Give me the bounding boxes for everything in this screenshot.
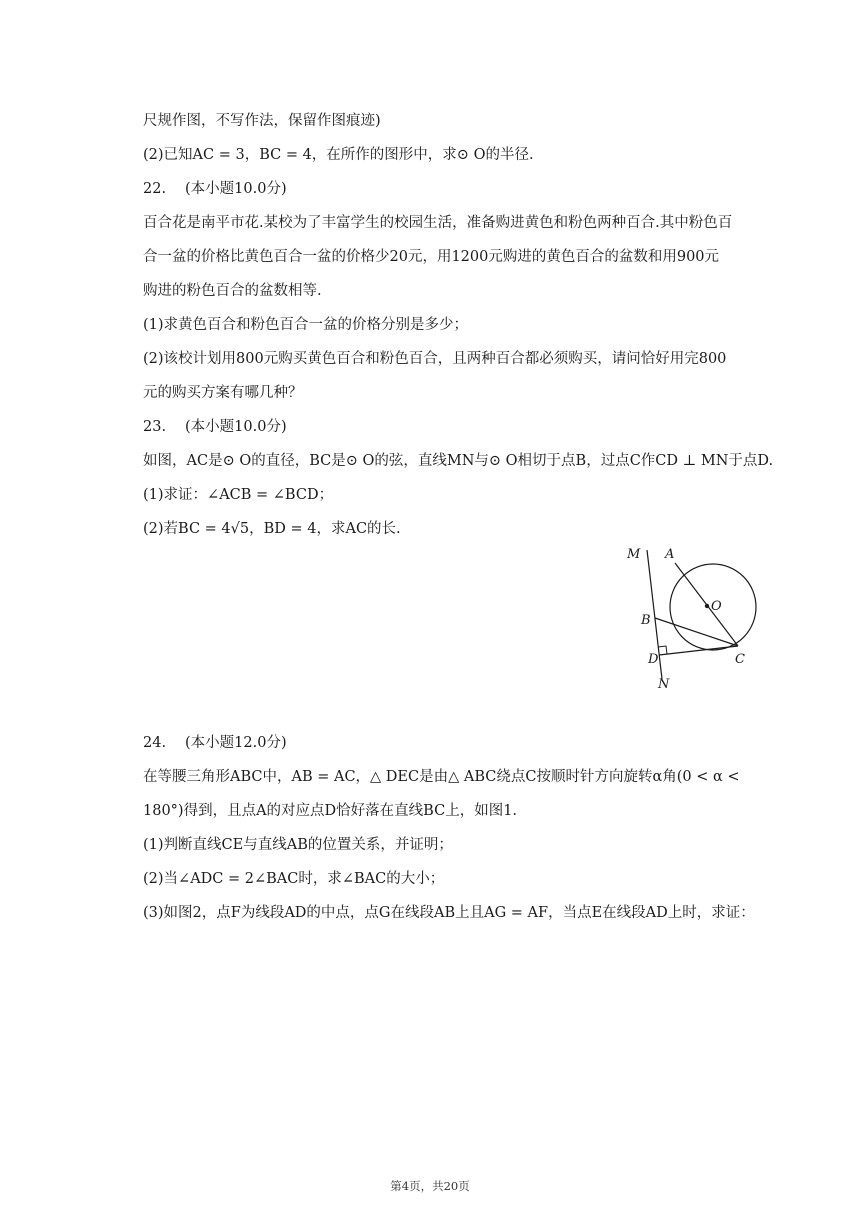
label-m: M (627, 547, 641, 562)
question-score: (本小题10.0分) (185, 419, 287, 435)
question-number: 22. (143, 181, 167, 197)
text-line: 如图，AC是⊙ O的直径，BC是⊙ O的弦，直线MN与⊙ O相切于点B，过点C作CD ⊥ MN于点D. (143, 453, 774, 469)
text-line: 元的购买方案有哪几种？ (143, 385, 303, 401)
page-footer: 第4页，共20页 (390, 1179, 470, 1193)
text-line: (1)求黄色百合和粉色百合一盆的价格分别是多少； (143, 317, 469, 333)
question-number: 24. (143, 735, 167, 751)
label-d: D (648, 652, 659, 667)
text-line: (1)判断直线CE与直线AB的位置关系，并证明； (143, 837, 453, 853)
text-line: (2)已知AC = 3，BC = 4，在所作的图形中，求⊙ O的半径. (143, 147, 534, 163)
label-o: O (711, 599, 722, 614)
text-line: 百合花是南平市花.某校为了丰富学生的校园生活，准备购进黄色和粉色两种百合.其中粉色百 (143, 215, 733, 231)
text-line: (3)如图2，点F为线段AD的中点，点G在线段AB上且AG = AF，当点E在线段AD上时，求证： (143, 905, 755, 921)
center-point-o (705, 604, 709, 608)
question-score: (本小题12.0分) (185, 735, 287, 751)
question-23-header (143, 417, 287, 437)
question-number: 23. (143, 419, 167, 435)
question-22-header (143, 179, 287, 199)
label-b: B (641, 613, 651, 628)
text-line: 180°)得到，且点A的对应点D恰好落在直线BC上，如图1. (143, 803, 518, 819)
chord-bc (655, 618, 738, 646)
geometry-figure (615, 543, 775, 693)
text-line: 尺规作图，不写作法，保留作图痕迹) (143, 113, 381, 129)
text-line: 购进的粉色百合的盆数相等. (143, 283, 322, 299)
text-line: 合一盆的价格比黄色百合一盆的价格少20元，用1200元购进的黄色百合的盆数和用900元 (143, 249, 720, 265)
question-score: (本小题10.0分) (185, 181, 287, 197)
label-a: A (665, 547, 675, 562)
text-line: 在等腰三角形ABC中，AB = AC，△ DEC是由△ ABC绕点C按顺时针方向旋转α角(0 < α < (143, 769, 740, 785)
text-line: (2)当∠ADC = 2∠BAC时，求∠BAC的大小； (143, 871, 445, 887)
text-line: (2)该校计划用800元购买黄色百合和粉色百合，且两种百合都必须购买，请问恰好用完800 (143, 351, 727, 367)
label-n: N (658, 677, 670, 692)
question-24-header (143, 733, 287, 753)
text-line: (2)若BC = 4√5，BD = 4，求AC的长. (143, 521, 401, 537)
text-line: (1)求证：∠ACB = ∠BCD； (143, 487, 334, 503)
label-c: C (735, 652, 745, 667)
